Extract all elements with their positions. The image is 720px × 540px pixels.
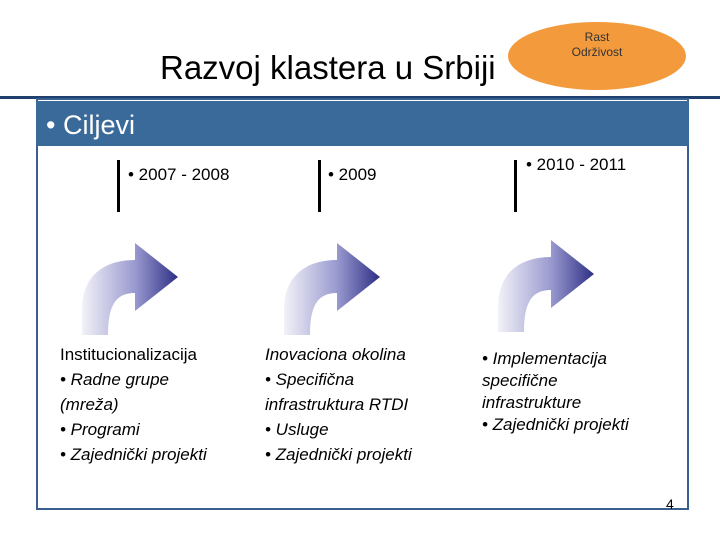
goals-label: • Ciljevi (46, 110, 135, 140)
growth-badge-text (508, 30, 686, 60)
period-label-3: • 2010 - 2011 (526, 155, 627, 174)
page-number: 4 (666, 496, 674, 512)
period-label-2: • 2009 (328, 165, 377, 184)
phase-1-item: • Radne grupe (60, 370, 169, 389)
badge-line-2: Održivost (571, 45, 623, 59)
period-divider (514, 160, 517, 212)
period-divider (318, 160, 321, 212)
phase-1-item: • Programi (60, 420, 140, 439)
phase-2-description (265, 342, 412, 467)
phase-2-item: • Specifična (265, 370, 355, 389)
phase-3-item: • Implementacija (482, 349, 608, 368)
phase-2-item: • Usluge (265, 420, 329, 439)
phase-3-item: infrastrukture (482, 393, 582, 412)
phase-3-item: • Zajednički projekti (482, 415, 629, 434)
phase-3-description (482, 348, 629, 436)
curved-arrow-icon (80, 215, 180, 335)
badge-line-1: Rast (584, 30, 610, 44)
phase-1-item: (mreža) (60, 395, 119, 414)
phase-1-heading: Institucionalizacija (60, 345, 198, 364)
phase-2-item: • Zajednički projekti (265, 445, 412, 464)
phase-2-item: infrastruktura RTDI (265, 395, 409, 414)
slide-title: Razvoj klastera u Srbiji (160, 49, 496, 86)
period-label-1: • 2007 - 2008 (128, 165, 230, 184)
curved-arrow-icon (496, 212, 596, 332)
phase-2-heading: Inovaciona okolina (265, 345, 406, 364)
curved-arrow-icon (282, 215, 382, 335)
period-divider (117, 160, 120, 212)
phase-1-item: • Zajednički projekti (60, 445, 207, 464)
phase-3-item: specifične (482, 371, 558, 390)
phase-1-description (60, 342, 207, 467)
